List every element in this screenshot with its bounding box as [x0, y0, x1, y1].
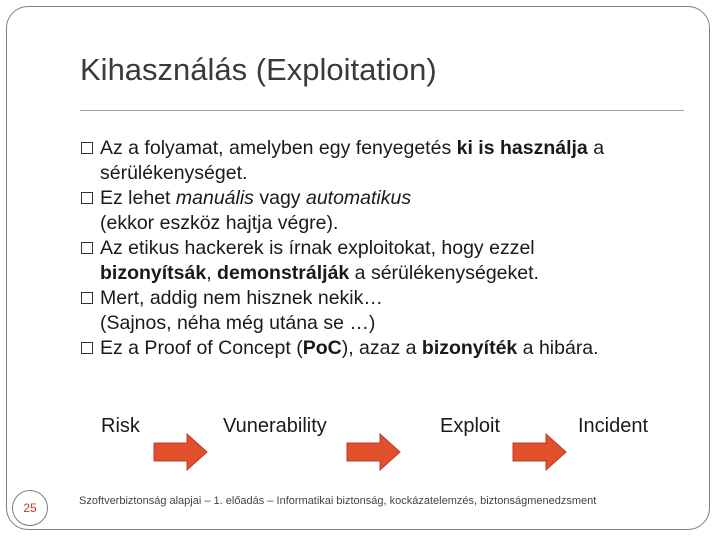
flow-step-incident: Incident	[578, 415, 649, 437]
bullet-line	[100, 261, 690, 286]
bullet-line	[100, 136, 690, 161]
bullet-text-segment: Po	[302, 337, 328, 359]
bullet-text-segment: a hibára.	[517, 337, 599, 359]
footer-text: Szoftverbiztonság alapjai – 1. előadás – Informatikai biztonság, kockázatelemzés, biztonságmenedzsment	[79, 495, 597, 507]
bullet-text-segment: Ez lehet	[100, 187, 176, 209]
bullet-text-segment: bizonyíték	[421, 337, 518, 359]
bullet-text-segment: ,	[206, 262, 218, 284]
bullet-box-icon	[81, 192, 93, 204]
bullet-text-segment: manuális	[175, 187, 254, 209]
flow-step-risk: Risk	[101, 415, 140, 437]
bullet-box-icon	[81, 142, 93, 154]
bullet-text-segment: ), azaz a	[341, 337, 422, 359]
bullet-text-segment: vagy	[253, 187, 306, 209]
bullet-box-icon	[81, 292, 93, 304]
bullet-text-segment: Ez a Proof of Concept (	[100, 337, 303, 359]
flow-arrow-2	[346, 433, 401, 471]
bullet-text-segment: a	[587, 137, 605, 159]
bullet-text-segment: (ekkor eszköz hajtja végre).	[100, 212, 339, 234]
bullet-text-segment: Mert, addig nem hisznek nekik…	[100, 287, 383, 309]
bullet-box-icon	[81, 342, 93, 354]
slide-title: Kihasználás (Exploitation)	[80, 52, 437, 87]
bullet-line	[100, 286, 690, 311]
bullet-item	[80, 136, 690, 186]
bullet-text-segment: a sérülékenységeket.	[349, 262, 539, 284]
bullet-text-segment: automatikus	[305, 187, 412, 209]
bullet-line	[100, 211, 690, 236]
bullet-text-segment: bizonyítsák	[100, 262, 207, 284]
flow-step-vulnerability: Vunerability	[223, 415, 327, 437]
bullet-text-segment: demonstrálják	[217, 262, 350, 284]
bullet-line	[100, 186, 690, 211]
flow-step-exploit: Exploit	[440, 415, 501, 437]
flow-arrow-1	[153, 433, 208, 471]
bullet-text-segment: Az a folyamat, amelyben egy fenyegetés	[100, 137, 457, 159]
bullet-text-segment: sérülékenységet.	[100, 162, 248, 184]
bullet-line	[100, 311, 690, 336]
bullet-text-segment: Az etikus hackerek is írnak exploitokat, hogy ezzel	[100, 237, 535, 259]
bullet-item	[80, 336, 690, 361]
bullet-text-segment: (Sajnos, néha még utána se …)	[100, 312, 376, 334]
bullet-line	[100, 336, 690, 361]
bullet-line	[100, 236, 690, 261]
page-number-badge: 25	[12, 490, 48, 526]
bullet-text-segment: ki is használja	[456, 137, 588, 159]
bullet-item	[80, 236, 690, 286]
bullet-text-segment: C	[327, 337, 342, 359]
bullet-line	[100, 161, 690, 186]
flow-arrow-3	[512, 433, 567, 471]
bullet-item	[80, 186, 690, 236]
bullet-list	[80, 136, 690, 361]
bullet-box-icon	[81, 242, 93, 254]
title-divider	[80, 110, 684, 111]
bullet-item	[80, 286, 690, 336]
